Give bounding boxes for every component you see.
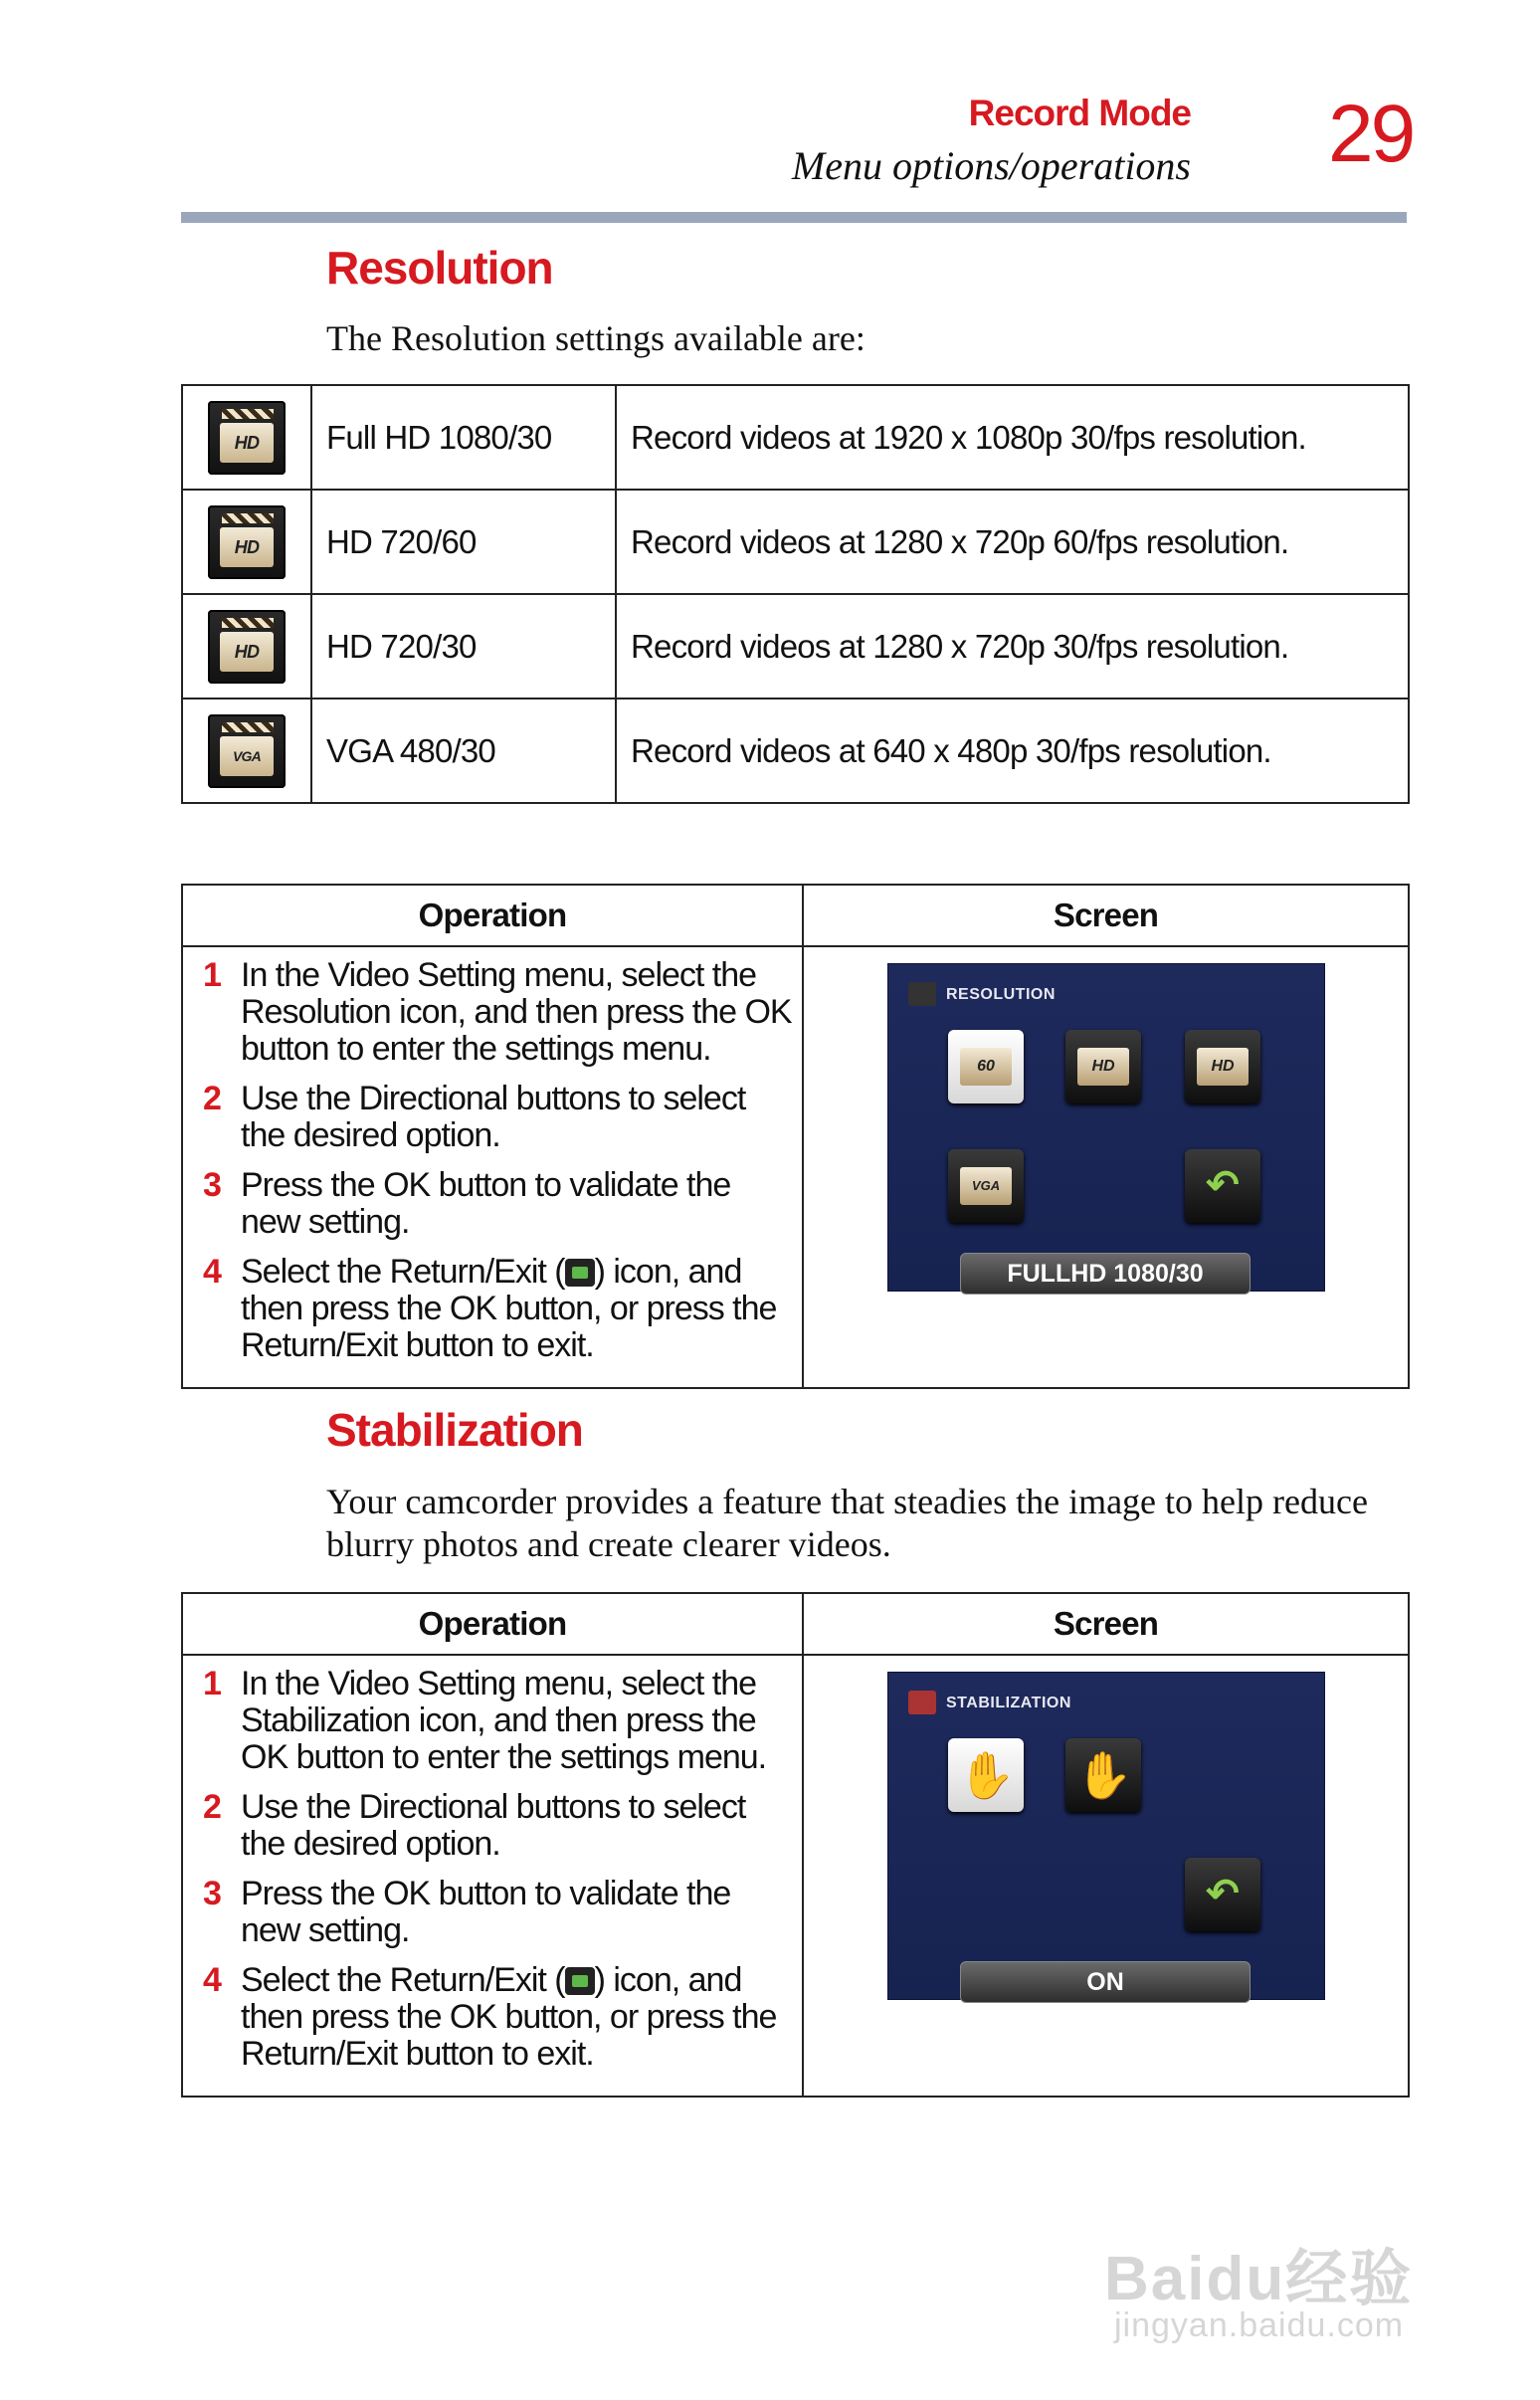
red-hand-icon: ✋ — [1075, 1749, 1133, 1801]
step-item: 1 In the Video Setting menu, select the Resolution icon, and then press the OK button to enter the settings menu. — [203, 956, 792, 1068]
resolution-desc: Record videos at 1280 x 720p 60/fps resolution. — [616, 490, 1409, 594]
stabilization-menu-icon — [908, 1691, 936, 1714]
return-exit-icon — [565, 1967, 595, 1995]
header-rule — [181, 212, 1407, 223]
stabilization-intro: Your camcorder provides a feature that steadies the image to help reduce blurry photos and create clearer videos. — [326, 1482, 1368, 1564]
resolution-name: HD 720/60 — [311, 490, 616, 594]
resolution-title: Resolution — [326, 242, 553, 294]
step-item: 4 Select the Return/Exit ( ) icon, and then press the OK button, or press the Return/Exit button to exit. — [203, 1961, 777, 2073]
green-hand-icon: ✋ — [958, 1749, 1016, 1801]
table-row — [182, 699, 1409, 803]
screen-title: RESOLUTION — [946, 986, 1056, 1003]
stabilization-on-tile — [948, 1738, 1024, 1812]
resolution-desc: Record videos at 1280 x 720p 30/fps resolution. — [616, 594, 1409, 699]
resolution-intro: The Resolution settings available are: — [326, 318, 866, 358]
stabilization-title: Stabilization — [326, 1404, 583, 1456]
baidu-watermark: Baidu经验 — [1104, 2245, 1414, 2313]
return-tile — [1185, 1858, 1260, 1931]
screen-header: Screen — [803, 885, 1409, 946]
step-item: 4 Select the Return/Exit ( ) icon, and then press the OK button, or press the Return/Exit button to exit. — [203, 1253, 777, 1364]
return-arrow-icon: ↶ — [1206, 1163, 1240, 1207]
stabilization-screen — [887, 1672, 1325, 2000]
stabilization-off-tile — [1065, 1738, 1141, 1812]
full-hd-tile: 60 — [948, 1030, 1024, 1103]
header-subsection: Menu options/operations — [791, 143, 1191, 188]
table-row — [182, 594, 1409, 699]
operation-header: Operation — [182, 885, 803, 946]
step-item: 3 Press the OK button to validate the new setting. — [203, 1166, 731, 1241]
full-hd-60-icon: HD — [208, 401, 286, 475]
screen-title: STABILIZATION — [946, 1695, 1071, 1711]
step-item: 1 In the Video Setting menu, select the Stabilization icon, and then press the OK button to enter the settings menu. — [203, 1665, 767, 1776]
step-item: 2 Use the Directional buttons to select the desired option. — [203, 1788, 746, 1863]
resolution-desc: Record videos at 1920 x 1080p 30/fps resolution. — [616, 385, 1409, 490]
resolution-desc: Record videos at 640 x 480p 30/fps resolution. — [616, 699, 1409, 803]
resolution-screen — [887, 963, 1325, 1292]
resolution-name: Full HD 1080/30 — [311, 385, 616, 490]
hd-30-tile: HD — [1185, 1030, 1260, 1103]
hd-30-icon: HD — [208, 610, 286, 684]
page-number: 29 — [1328, 89, 1414, 179]
return-arrow-icon: ↶ — [1206, 1872, 1240, 1915]
vga-icon: VGA — [208, 714, 286, 788]
return-tile — [1185, 1149, 1260, 1223]
step-item: 3 Press the OK button to validate the new setting. — [203, 1875, 731, 1949]
resolution-menu-icon — [908, 982, 936, 1006]
header-section: Record Mode — [968, 93, 1191, 133]
resolution-table — [181, 384, 1410, 804]
vga-tile: VGA — [948, 1149, 1024, 1223]
screen-status: FULLHD 1080/30 — [960, 1253, 1251, 1295]
resolution-name: VGA 480/30 — [311, 699, 616, 803]
hd-60-icon: HD — [208, 505, 286, 579]
return-exit-icon — [565, 1259, 595, 1287]
table-row — [182, 490, 1409, 594]
hd-60-tile: HD — [1065, 1030, 1141, 1103]
screen-header: Screen — [803, 1593, 1409, 1655]
step-item: 2 Use the Directional buttons to select the desired option. — [203, 1080, 746, 1154]
resolution-name: HD 720/30 — [311, 594, 616, 699]
operation-header: Operation — [182, 1593, 803, 1655]
table-row — [182, 385, 1409, 490]
baidu-watermark-url: jingyan.baidu.com — [1114, 2306, 1405, 2344]
screen-status: ON — [960, 1961, 1251, 2003]
